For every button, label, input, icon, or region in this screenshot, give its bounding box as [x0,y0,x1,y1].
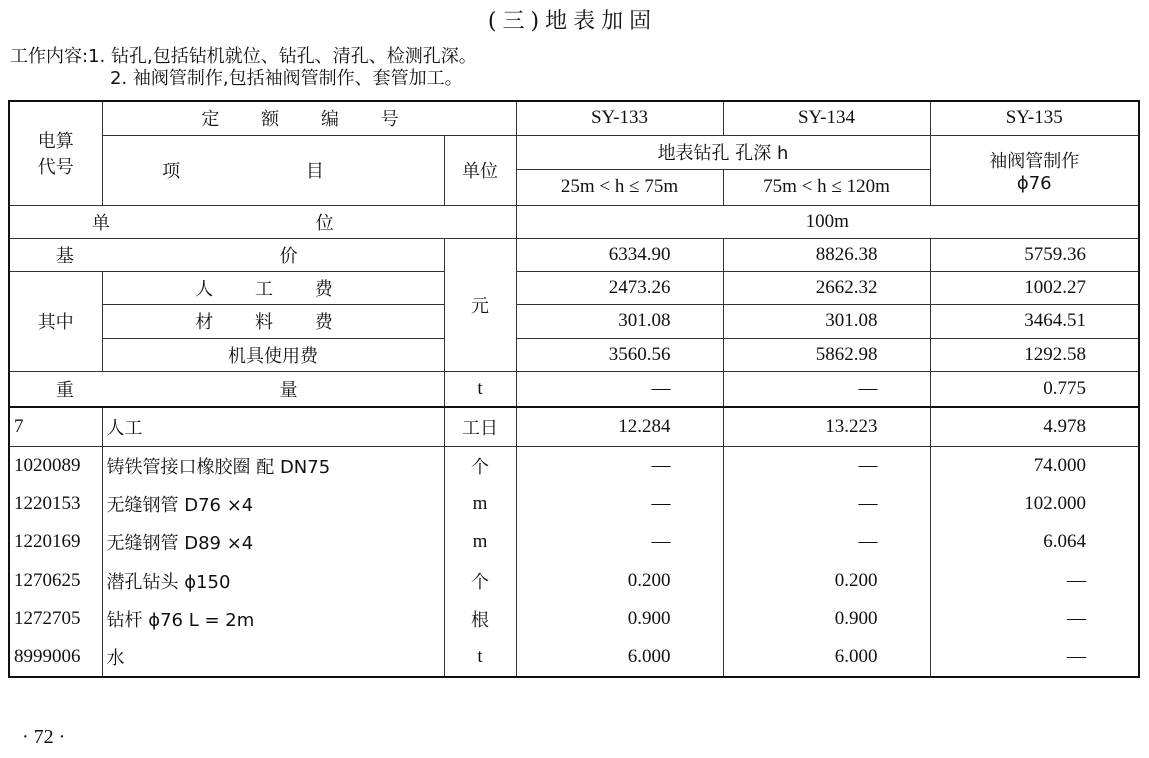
material-sy133: 0.200 [516,562,723,601]
labor-name: 人工 [102,407,444,446]
material-sy135: — [930,562,1139,601]
base-price-sy134: 8826.38 [723,238,930,271]
material-unit: 个 [444,446,516,485]
weight-unit: t [444,371,516,407]
material-sy135: 102.000 [930,485,1139,524]
quota-no-header: 定 额 编 号 [102,101,516,135]
material-sy133: 6.000 [516,639,723,678]
material-sy134: 0.200 [723,562,930,601]
weight-sy133: — [516,371,723,407]
weight-label: 重 量 [9,371,444,407]
material-cost-row [9,304,1139,338]
labor-cost-sy133: 2473.26 [516,271,723,304]
labor-sy134: 13.223 [723,407,930,446]
machine-cost-label: 机具使用费 [102,338,444,371]
base-price-sy135: 5759.36 [930,238,1139,271]
unit-header: 单位 [444,135,516,205]
work-content-line-2: 2. 袖阀管制作,包括袖阀管制作、套管加工。 [110,68,463,89]
material-name: 铸铁管接口橡胶圈 配 DN75 [102,446,444,485]
machine-cost-sy134: 5862.98 [723,338,930,371]
material-name: 钻杆 ϕ76 L = 2m [102,600,444,639]
material-cost-sy134: 301.08 [723,304,930,338]
quota-no-sy135: SY-135 [930,101,1139,135]
material-sy134: 6.000 [723,639,930,678]
labor-sy133: 12.284 [516,407,723,446]
material-unit: 根 [444,600,516,639]
material-row [9,562,1139,601]
material-sy134: — [723,523,930,562]
base-price-row [9,238,1139,271]
machine-cost-row [9,338,1139,371]
labor-cost-row [9,271,1139,304]
labor-code: 7 [9,407,102,446]
material-unit: m [444,485,516,524]
weight-row [9,371,1139,407]
quota-no-sy134: SY-134 [723,101,930,135]
material-row [9,446,1139,485]
currency-unit: 元 [444,238,516,371]
material-code: 8999006 [9,639,102,678]
material-sy134: 0.900 [723,600,930,639]
material-sy135: 6.064 [930,523,1139,562]
work-content-line-1: 工作内容:1. 钻孔,包括钻机就位、钻孔、清孔、检测孔深。 [10,46,477,67]
material-sy133: 0.900 [516,600,723,639]
material-sy135: 74.000 [930,446,1139,485]
unit-row-label: 单 位 [9,205,516,238]
material-sy133: — [516,523,723,562]
material-row [9,485,1139,524]
base-price-label: 基 价 [9,238,444,271]
material-unit: 个 [444,562,516,601]
material-sy135: — [930,600,1139,639]
material-name: 无缝钢管 D76 ×4 [102,485,444,524]
section-title: (三)地表加固 [487,9,658,34]
labor-cost-sy135: 1002.27 [930,271,1139,304]
drilling-group-header: 地表钻孔 孔深 h [516,135,930,169]
unit-row [9,205,1139,238]
material-cost-sy133: 301.08 [516,304,723,338]
quota-number-row [9,101,1139,135]
material-sy134: — [723,485,930,524]
page-number: · 72 · [22,726,66,748]
material-sy133: — [516,446,723,485]
labor-cost-sy134: 2662.32 [723,271,930,304]
material-sy133: — [516,485,723,524]
material-row [9,600,1139,639]
work-content [10,46,477,90]
material-sy135: — [930,639,1139,678]
material-code: 1220169 [9,523,102,562]
material-code: 1272705 [9,600,102,639]
material-name: 无缝钢管 D89 ×4 [102,523,444,562]
unit-row-value: 100m [516,205,1139,238]
labor-sy135: 4.978 [930,407,1139,446]
material-cost-sy135: 3464.51 [930,304,1139,338]
material-code: 1270625 [9,562,102,601]
labor-row [9,407,1139,446]
material-code: 1020089 [9,446,102,485]
base-price-sy133: 6334.90 [516,238,723,271]
of-which-label: 其中 [9,271,102,371]
material-name: 水 [102,639,444,678]
code-header: 电算 代号 [9,101,102,205]
depth-range-sy134: 75m < h ≤ 120m [723,169,930,205]
item-header: 项 目 [102,135,444,205]
depth-range-sy133: 25m < h ≤ 75m [516,169,723,205]
material-cost-label: 材 料 费 [102,304,444,338]
labor-unit: 工日 [444,407,516,446]
material-row [9,523,1139,562]
material-name: 潜孔钻头 ϕ150 [102,562,444,601]
material-unit: t [444,639,516,678]
weight-sy135: 0.775 [930,371,1139,407]
sleeve-pipe-header: 袖阀管制作 ϕ76 [930,135,1139,205]
material-unit: m [444,523,516,562]
material-sy134: — [723,446,930,485]
material-row [9,639,1139,678]
item-header-row [9,135,1139,169]
quota-no-sy133: SY-133 [516,101,723,135]
machine-cost-sy133: 3560.56 [516,338,723,371]
machine-cost-sy135: 1292.58 [930,338,1139,371]
quota-table [8,100,1140,678]
material-code: 1220153 [9,485,102,524]
labor-cost-label: 人 工 费 [102,271,444,304]
weight-sy134: — [723,371,930,407]
